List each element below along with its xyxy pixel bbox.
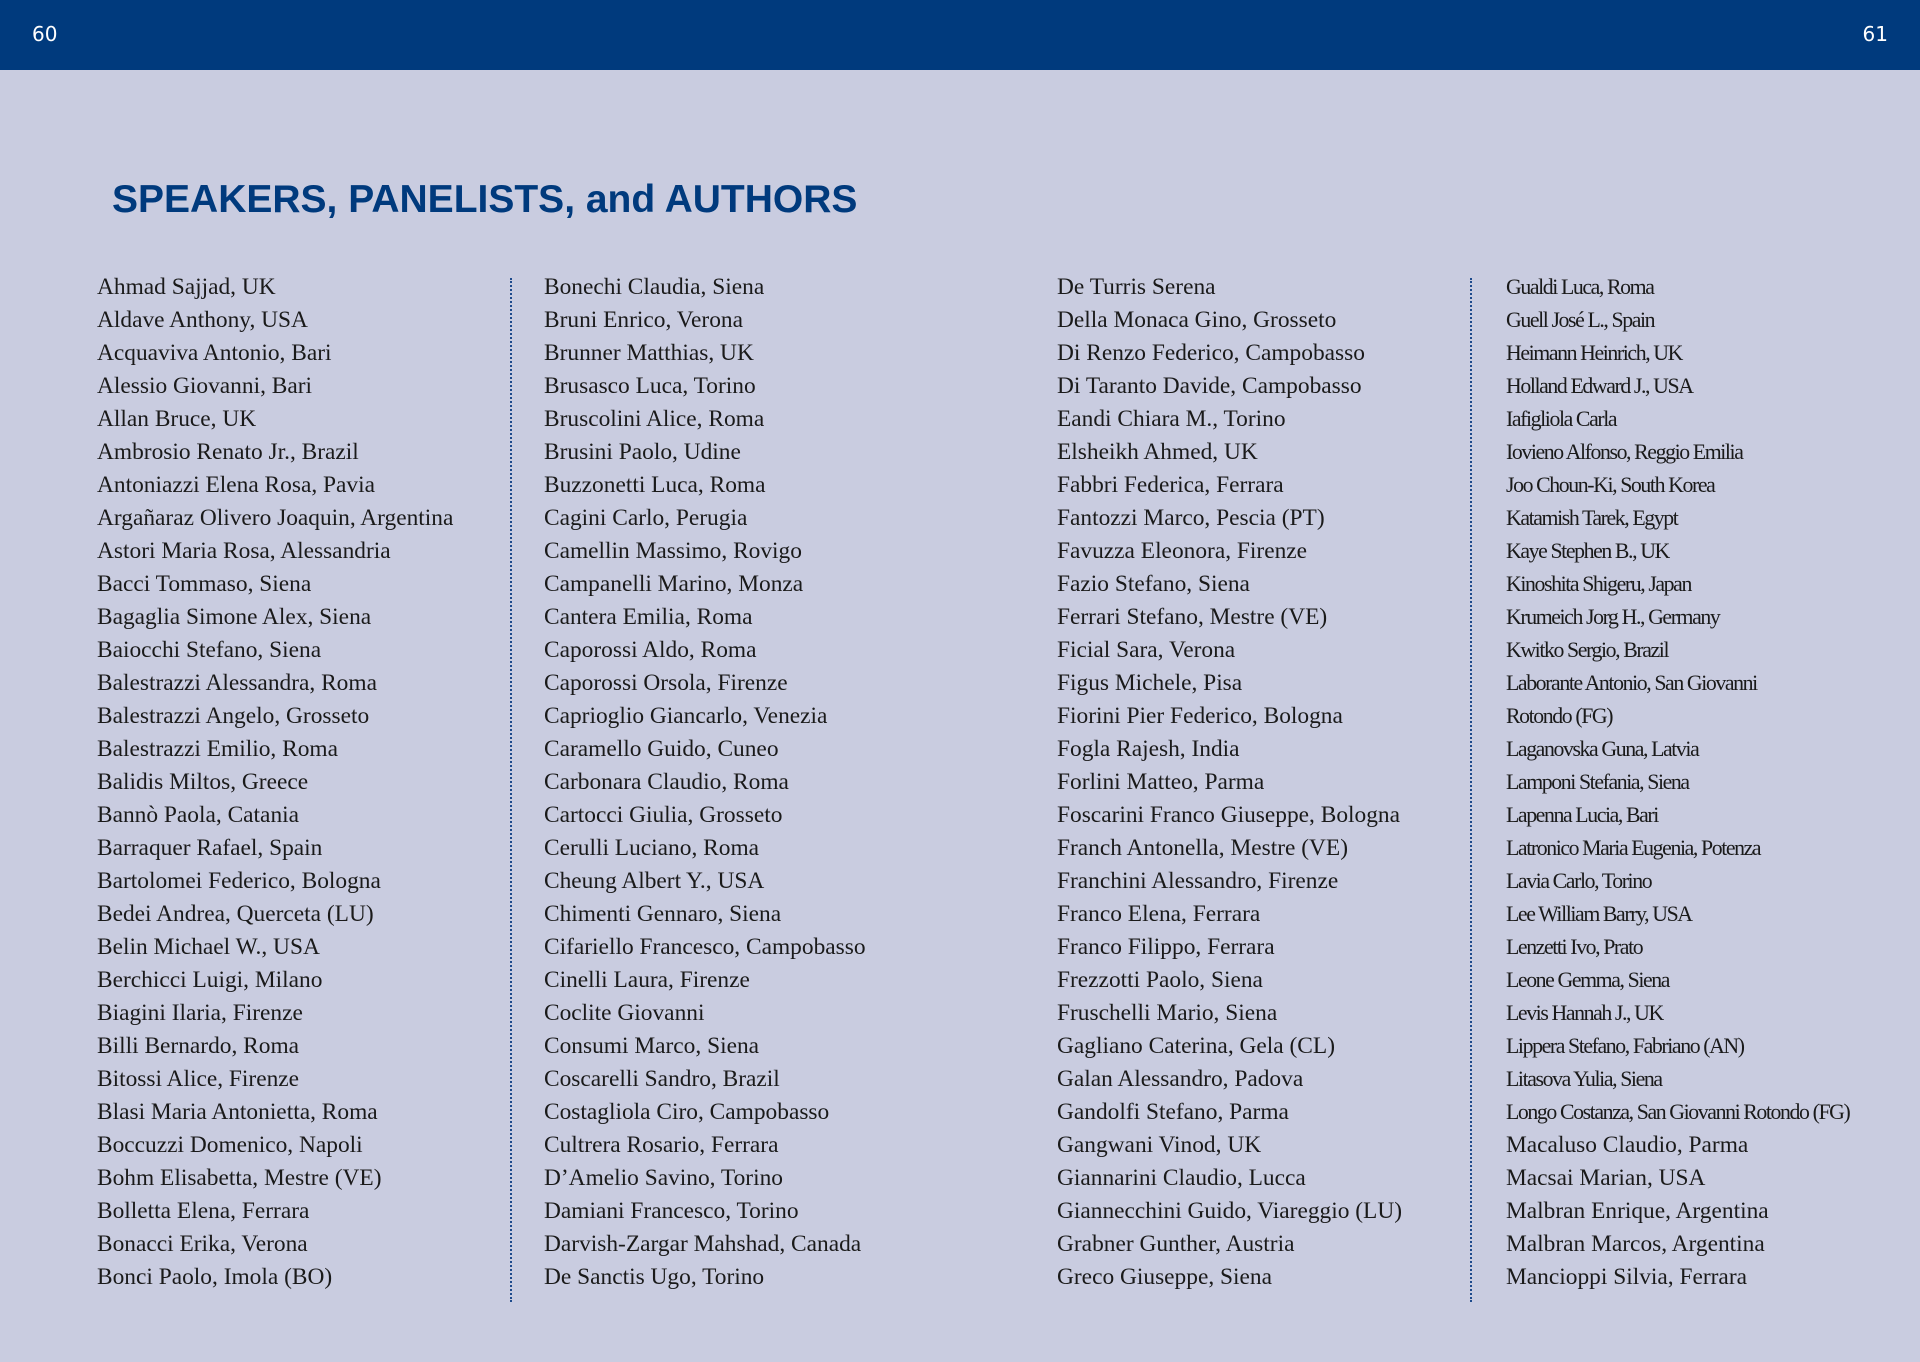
list-item: Camellin Massimo, Rovigo — [544, 538, 802, 564]
list-item: Consumi Marco, Siena — [544, 1033, 760, 1059]
list-item: Della Monaca Gino, Grosseto — [1057, 307, 1337, 333]
list-item: Darvish-Zargar Mahshad, Canada — [544, 1231, 862, 1257]
list-item: Malbran Enrique, Argentina — [1506, 1198, 1769, 1224]
list-item: Laborante Antonio, San Giovanni — [1506, 671, 1757, 695]
list-item: Baiocchi Stefano, Siena — [97, 637, 322, 663]
list-item: Blasi Maria Antonietta, Roma — [97, 1099, 378, 1125]
list-item: Caporossi Aldo, Roma — [544, 637, 757, 663]
list-item: Kaye Stephen B., UK — [1506, 539, 1669, 563]
list-item: Brunner Matthias, UK — [544, 340, 754, 366]
list-item: Chimenti Gennaro, Siena — [544, 901, 782, 927]
list-item: Bartolomei Federico, Bologna — [97, 868, 381, 894]
list-item: Alessio Giovanni, Bari — [97, 373, 313, 399]
list-item: Longo Costanza, San Giovanni Rotondo (FG) — [1506, 1100, 1850, 1124]
list-item: Ficial Sara, Verona — [1057, 637, 1236, 663]
list-item: Cagini Carlo, Perugia — [544, 505, 748, 531]
list-item: Cifariello Francesco, Campobasso — [544, 934, 866, 960]
list-item: Campanelli Marino, Monza — [544, 571, 804, 597]
list-item: De Sanctis Ugo, Torino — [544, 1264, 765, 1290]
list-item: Aldave Anthony, USA — [97, 307, 308, 333]
list-item: Damiani Francesco, Torino — [544, 1198, 799, 1224]
list-item: Bolletta Elena, Ferrara — [97, 1198, 310, 1224]
list-item: Leone Gemma, Siena — [1506, 968, 1670, 992]
list-item: Billi Bernardo, Roma — [97, 1033, 300, 1059]
list-item: Fruschelli Mario, Siena — [1057, 1000, 1278, 1026]
list-item: Gualdi Luca, Roma — [1506, 275, 1654, 299]
list-item: Buzzonetti Luca, Roma — [544, 472, 766, 498]
list-item: Franco Elena, Ferrara — [1057, 901, 1261, 927]
list-item: Figus Michele, Pisa — [1057, 670, 1243, 696]
page-number-left: 60 — [32, 22, 58, 46]
list-item: Bacci Tommaso, Siena — [97, 571, 312, 597]
list-item: Guell José L., Spain — [1506, 308, 1655, 332]
list-item: Bagaglia Simone Alex, Siena — [97, 604, 372, 630]
list-item: Caprioglio Giancarlo, Venezia — [544, 703, 828, 729]
list-item: Joo Choun-Ki, South Korea — [1506, 473, 1715, 497]
list-item: Bruscolini Alice, Roma — [544, 406, 765, 432]
list-item: Cantera Emilia, Roma — [544, 604, 753, 630]
list-item: Belin Michael W., USA — [97, 934, 320, 960]
name-column-1 — [97, 271, 453, 1294]
list-item: D’Amelio Savino, Torino — [544, 1165, 783, 1191]
list-item: Brusini Paolo, Udine — [544, 439, 741, 465]
list-item: Litasova Yulia, Siena — [1506, 1067, 1662, 1091]
list-item: Lee William Barry, USA — [1506, 902, 1692, 926]
list-item: Mancioppi Silvia, Ferrara — [1506, 1264, 1747, 1290]
list-item: Krumeich Jorg H., Germany — [1506, 605, 1720, 629]
list-item: Foscarini Franco Giuseppe, Bologna — [1057, 802, 1401, 828]
list-item: Levis Hannah J., UK — [1506, 1001, 1663, 1025]
list-item: Latronico Maria Eugenia, Potenza — [1506, 836, 1761, 860]
list-item: Ahmad Sajjad, UK — [97, 274, 276, 300]
list-item: Carbonara Claudio, Roma — [544, 769, 789, 795]
list-item: Astori Maria Rosa, Alessandria — [97, 538, 391, 564]
list-item: Malbran Marcos, Argentina — [1506, 1231, 1765, 1257]
list-item: Grabner Gunther, Austria — [1057, 1231, 1295, 1257]
list-item: Coscarelli Sandro, Brazil — [544, 1066, 780, 1092]
list-item: Gandolfi Stefano, Parma — [1057, 1099, 1289, 1125]
list-item: Holland Edward J., USA — [1506, 374, 1693, 398]
list-item: Biagini Ilaria, Firenze — [97, 1000, 303, 1026]
list-item: Lapenna Lucia, Bari — [1506, 803, 1658, 827]
list-item: Giannarini Claudio, Lucca — [1057, 1165, 1306, 1191]
list-item: Eandi Chiara M., Torino — [1057, 406, 1286, 432]
list-item: Cinelli Laura, Firenze — [544, 967, 750, 993]
column-divider — [1470, 278, 1472, 1302]
list-item: Barraquer Rafael, Spain — [97, 835, 323, 861]
list-item: Balestrazzi Alessandra, Roma — [97, 670, 377, 696]
list-item: Di Taranto Davide, Campobasso — [1057, 373, 1362, 399]
page-number-right: 61 — [1862, 22, 1888, 46]
list-item: Berchicci Luigi, Milano — [97, 967, 323, 993]
list-item: Rotondo (FG) — [1506, 704, 1613, 728]
list-item: Di Renzo Federico, Campobasso — [1057, 340, 1365, 366]
list-item: Fantozzi Marco, Pescia (PT) — [1057, 505, 1325, 531]
list-item: Lippera Stefano, Fabriano (AN) — [1506, 1034, 1744, 1058]
name-column-2 — [544, 271, 866, 1294]
list-item: Cheung Albert Y., USA — [544, 868, 765, 894]
list-item: Ferrari Stefano, Mestre (VE) — [1057, 604, 1328, 630]
list-item: Balestrazzi Emilio, Roma — [97, 736, 338, 762]
list-item: Bonechi Claudia, Siena — [544, 274, 765, 300]
list-item: Ambrosio Renato Jr., Brazil — [97, 439, 359, 465]
list-item: Bannò Paola, Catania — [97, 802, 300, 828]
list-item: Macaluso Claudio, Parma — [1506, 1132, 1749, 1158]
list-item: Caporossi Orsola, Firenze — [544, 670, 788, 696]
list-item: Bonacci Erika, Verona — [97, 1231, 308, 1257]
list-item: Gagliano Caterina, Gela (CL) — [1057, 1033, 1335, 1059]
list-item: Cultrera Rosario, Ferrara — [544, 1132, 779, 1158]
list-item: Franco Filippo, Ferrara — [1057, 934, 1275, 960]
list-item: De Turris Serena — [1057, 274, 1216, 300]
list-item: Cerulli Luciano, Roma — [544, 835, 760, 861]
list-item: Acquaviva Antonio, Bari — [97, 340, 332, 366]
list-item: Laganovska Guna, Latvia — [1506, 737, 1699, 761]
list-item: Favuzza Eleonora, Firenze — [1057, 538, 1308, 564]
list-item: Iovieno Alfonso, Reggio Emilia — [1506, 440, 1743, 464]
list-item: Antoniazzi Elena Rosa, Pavia — [97, 472, 376, 498]
list-item: Balestrazzi Angelo, Grosseto — [97, 703, 370, 729]
list-item: Lamponi Stefania, Siena — [1506, 770, 1689, 794]
list-item: Bedei Andrea, Querceta (LU) — [97, 901, 374, 927]
list-item: Lavia Carlo, Torino — [1506, 869, 1652, 893]
list-item: Fazio Stefano, Siena — [1057, 571, 1250, 597]
list-item: Brusasco Luca, Torino — [544, 373, 756, 399]
list-item: Caramello Guido, Cuneo — [544, 736, 779, 762]
list-item: Franch Antonella, Mestre (VE) — [1057, 835, 1349, 861]
list-item: Galan Alessandro, Padova — [1057, 1066, 1304, 1092]
name-column-3 — [1057, 271, 1402, 1294]
list-item: Franchini Alessandro, Firenze — [1057, 868, 1339, 894]
list-item: Gangwani Vinod, UK — [1057, 1132, 1262, 1158]
list-item: Bohm Elisabetta, Mestre (VE) — [97, 1165, 382, 1191]
list-item: Frezzotti Paolo, Siena — [1057, 967, 1263, 993]
list-item: Boccuzzi Domenico, Napoli — [97, 1132, 363, 1158]
list-item: Coclite Giovanni — [544, 1000, 705, 1026]
list-item: Heimann Heinrich, UK — [1506, 341, 1682, 365]
list-item: Allan Bruce, UK — [97, 406, 257, 432]
list-item: Forlini Matteo, Parma — [1057, 769, 1265, 795]
list-item: Fabbri Federica, Ferrara — [1057, 472, 1284, 498]
list-item: Lenzetti Ivo, Prato — [1506, 935, 1643, 959]
column-divider — [510, 278, 512, 1302]
header-bar — [0, 0, 1920, 70]
list-item: Giannecchini Guido, Viareggio (LU) — [1057, 1198, 1403, 1224]
list-item: Balidis Miltos, Greece — [97, 769, 309, 795]
list-item: Kinoshita Shigeru, Japan — [1506, 572, 1691, 596]
list-item: Fiorini Pier Federico, Bologna — [1057, 703, 1343, 729]
list-item: Elsheikh Ahmed, UK — [1057, 439, 1258, 465]
list-item: Argañaraz Olivero Joaquin, Argentina — [97, 505, 454, 531]
page-title: SPEAKERS, PANELISTS, and AUTHORS — [112, 178, 858, 221]
list-item: Iafigliola Carla — [1506, 407, 1617, 431]
list-item: Greco Giuseppe, Siena — [1057, 1264, 1272, 1290]
list-item: Kwitko Sergio, Brazil — [1506, 638, 1669, 662]
list-item: Fogla Rajesh, India — [1057, 736, 1240, 762]
name-column-4 — [1506, 271, 1849, 1294]
list-item: Costagliola Ciro, Campobasso — [544, 1099, 830, 1125]
list-item: Macsai Marian, USA — [1506, 1165, 1706, 1191]
list-item: Cartocci Giulia, Grosseto — [544, 802, 783, 828]
list-item: Bruni Enrico, Verona — [544, 307, 743, 333]
list-item: Katamish Tarek, Egypt — [1506, 506, 1678, 530]
list-item: Bitossi Alice, Firenze — [97, 1066, 300, 1092]
list-item: Bonci Paolo, Imola (BO) — [97, 1264, 333, 1290]
